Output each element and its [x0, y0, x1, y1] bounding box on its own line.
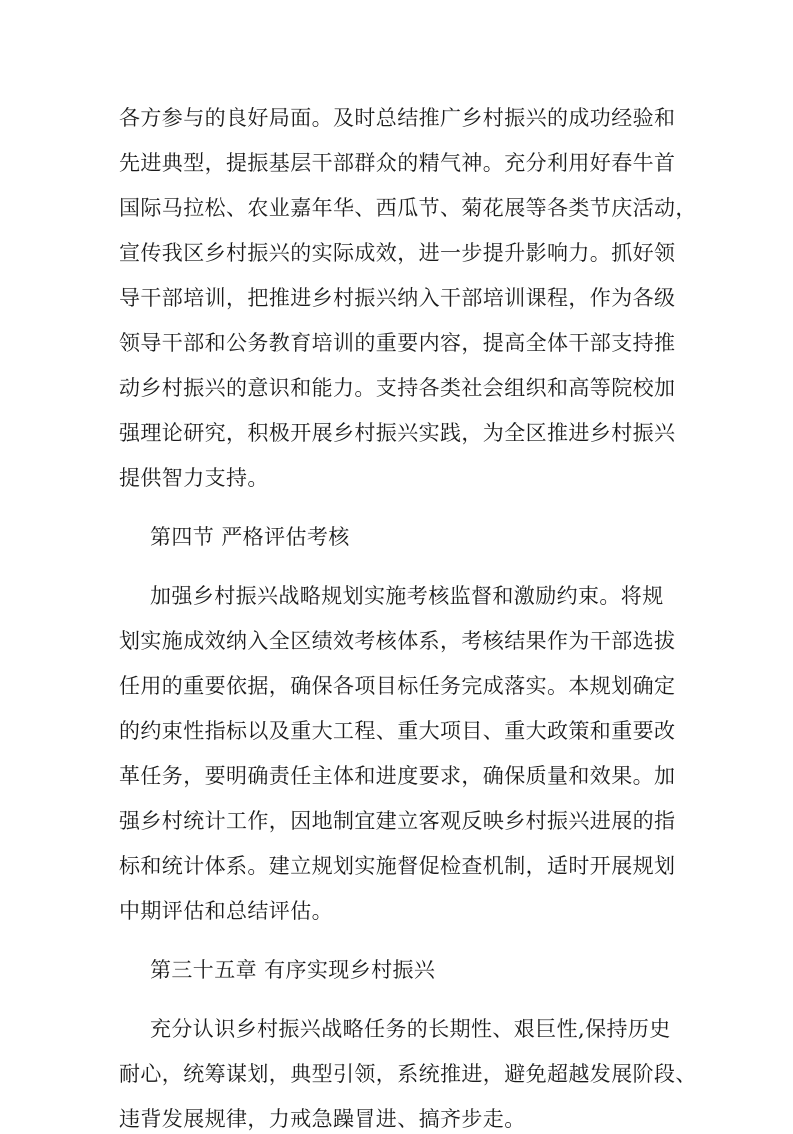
paragraph-2-line: 革任务，要明确责任主体和进度要求，确保质量和效果。加: [119, 764, 676, 788]
paragraph-1-line: 先进典型，提振基层干部群众的精气神。充分利用好春牛首: [119, 151, 676, 175]
paragraph-2-line: 加强乡村振兴战略规划实施考核监督和激励约束。将规: [150, 584, 664, 608]
paragraph-2-line: 标和统计体系。建立规划实施督促检查机制，适时开展规划: [119, 854, 676, 878]
paragraph-2-line: 划实施成效纳入全区绩效考核体系，考核结果作为干部选拔: [119, 629, 676, 653]
paragraph-3-line: 充分认识乡村振兴战略任务的长期性、艰巨性,保持历史: [150, 1017, 671, 1041]
paragraph-1-line: 导干部培训，把推进乡村振兴纳入干部培训课程，作为各级: [119, 286, 676, 310]
chapter-heading: 第三十五章 有序实现乡村振兴: [150, 958, 436, 982]
paragraph-1-line: 动乡村振兴的意识和能力。支持各类社会组织和高等院校加: [119, 376, 676, 400]
paragraph-3-line: 耐心，统筹谋划，典型引领，系统推进，避免超越发展阶段、: [119, 1062, 697, 1086]
paragraph-2-line: 的约束性指标以及重大工程、重大项目、重大政策和重要改: [119, 719, 676, 743]
paragraph-1-line: 国际马拉松、农业嘉年华、西瓜节、菊花展等各类节庆活动，: [119, 196, 697, 220]
section-heading: 第四节 严格评估考核: [150, 525, 350, 549]
paragraph-2-line: 任用的重要依据，确保各项目标任务完成落实。本规划确定: [119, 674, 676, 698]
paragraph-2-line: 强乡村统计工作，因地制宜建立客观反映乡村振兴进展的指: [119, 809, 676, 833]
paragraph-1-line: 领导干部和公务教育培训的重要内容，提高全体干部支持推: [119, 331, 676, 355]
paragraph-1-line: 提供智力支持。: [119, 466, 269, 490]
paragraph-1-line: 宣传我区乡村振兴的实际成效，进一步提升影响力。抓好领: [119, 241, 676, 265]
paragraph-1-line: 强理论研究，积极开展乡村振兴实践，为全区推进乡村振兴: [119, 421, 676, 445]
paragraph-3-line: 违背发展规律，力戒急躁冒进、搞齐步走。: [119, 1107, 526, 1131]
paragraph-2-line: 中期评估和总结评估。: [119, 899, 333, 923]
paragraph-1-line: 各方参与的良好局面。及时总结推广乡村振兴的成功经验和: [119, 106, 676, 130]
